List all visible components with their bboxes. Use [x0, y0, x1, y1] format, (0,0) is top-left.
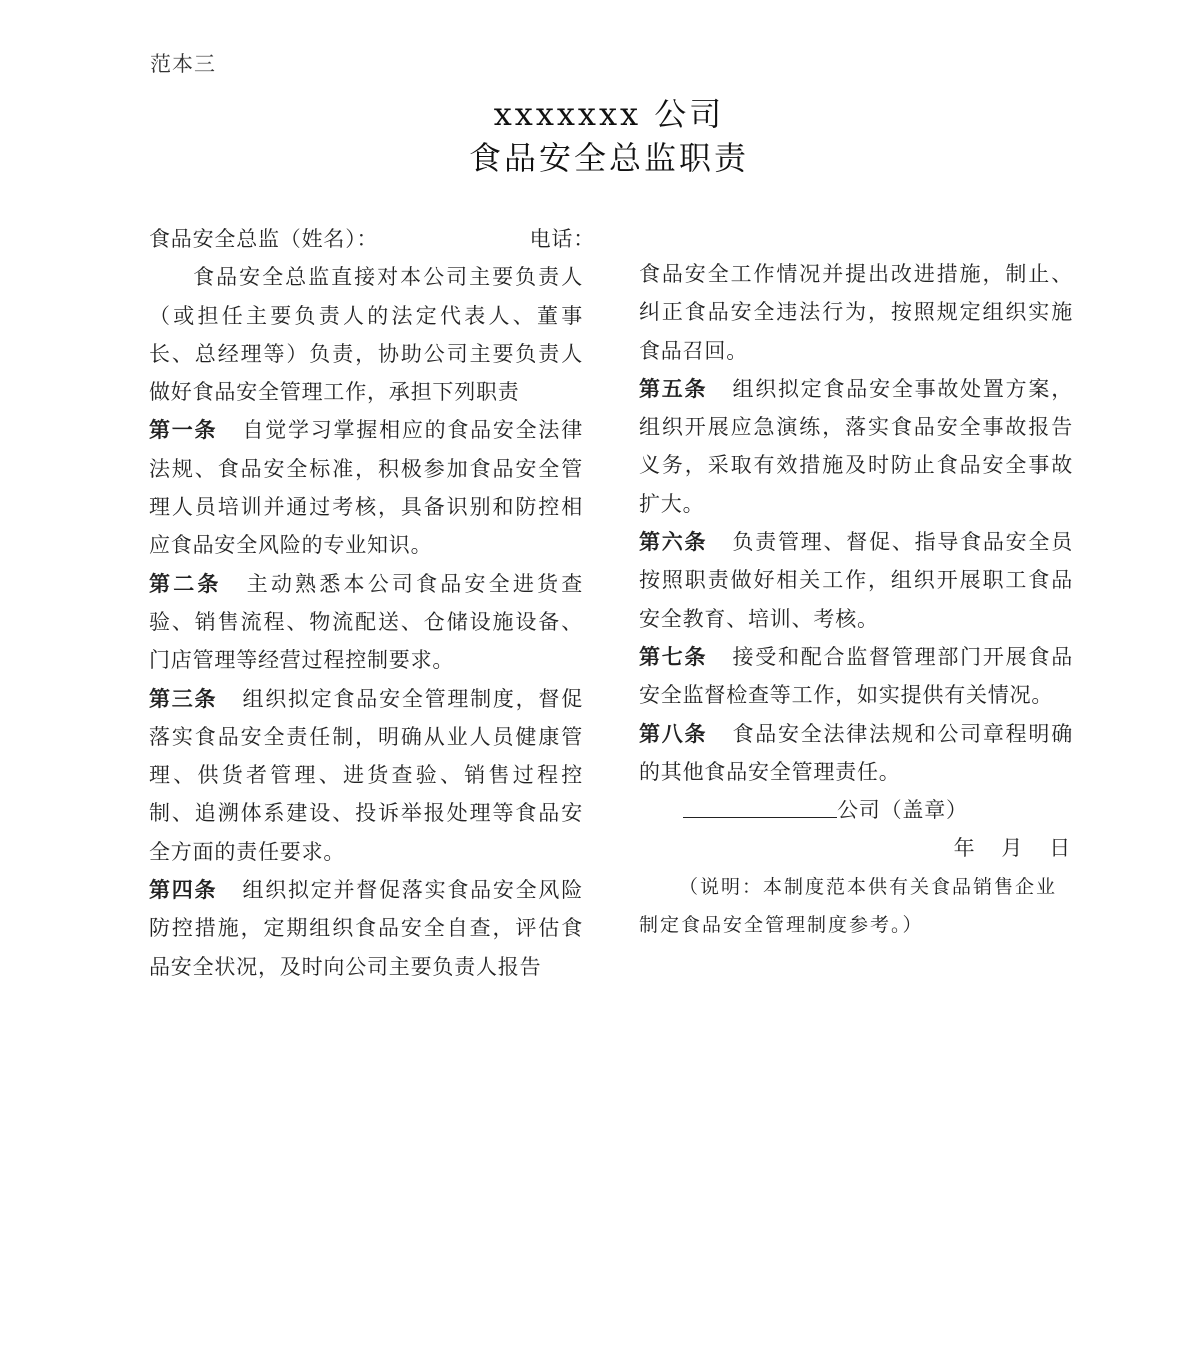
article-4-text: 组织拟定并督促落实食品安全风险防控措施，定期组织食品安全自查，评估食品安全状况，及时向公司主要负责人报告	[149, 878, 583, 979]
note-line-2: 制定食品安全管理制度参考。）	[639, 913, 924, 936]
seal-label: 公司（盖章）	[837, 798, 968, 823]
document-title-company: xxxxxxx 公司	[493, 95, 725, 133]
article-8-heading: 第八条	[639, 721, 708, 746]
contact-line	[149, 220, 595, 258]
right-column	[639, 255, 1073, 944]
article-3-heading: 第三条	[149, 686, 218, 711]
article-1	[149, 411, 583, 564]
article-1-text: 自觉学习掌握相应的食品安全法律法规、食品安全标准，积极参加食品安全管理人员培训并通过考核，具备识别和防控相应食品安全风险的专业知识。	[149, 418, 583, 558]
article-7	[639, 638, 1073, 715]
seal-line	[639, 791, 1073, 829]
article-2-heading: 第二条	[149, 571, 222, 596]
article-3	[149, 680, 583, 871]
article-6-heading: 第六条	[639, 530, 708, 555]
article-5-text: 组织拟定食品安全事故处置方案，组织开展应急演练，落实食品安全事故报告义务，采取有效措施及时防止食品安全事故扩大。	[639, 376, 1073, 516]
date-month: 月	[1001, 836, 1024, 861]
article-1-heading: 第一条	[149, 418, 218, 443]
article-8	[639, 715, 1073, 792]
template-label: 范本三	[150, 52, 216, 76]
name-label: 食品安全总监（姓名）：	[149, 227, 379, 251]
article-6-text: 负责管理、督促、指导食品安全员按照职责做好相关工作，组织开展职工食品安全教育、培训、考核。	[639, 530, 1073, 631]
date-day: 日	[1049, 836, 1071, 861]
article-4	[149, 871, 583, 986]
date-year: 年	[953, 836, 976, 861]
left-column	[149, 220, 595, 986]
article-3-text: 组织拟定食品安全管理制度，督促落实食品安全责任制，明确从业人员健康管理、供货者管理、进货查验、销售过程控制、追溯体系建设、投诉举报处理等食品安全方面的责任要求。	[149, 686, 583, 864]
article-7-heading: 第七条	[639, 644, 708, 669]
article-4-heading: 第四条	[149, 878, 218, 903]
article-6	[639, 523, 1073, 638]
company-name-blank	[683, 791, 837, 818]
note-line-1: （说明：本制度范本供有关食品销售企业	[679, 875, 1058, 898]
phone-label: 电话：	[529, 227, 595, 251]
article-2	[149, 565, 583, 680]
article-5-heading: 第五条	[639, 376, 708, 401]
article-2-text: 主动熟悉本公司食品安全进货查验、销售流程、物流配送、仓储设施设备、门店管理等经营过程控制要求。	[149, 571, 584, 673]
article-7-text: 接受和配合监督管理部门开展食品安全监督检查等工作，如实提供有关情况。	[639, 644, 1073, 708]
document-title: 食品安全总监职责	[468, 139, 749, 177]
date-line	[639, 829, 1073, 867]
article-4-continuation: 食品安全工作情况并提出改进措施，制止、纠正食品安全违法行为，按照规定组织实施食品召回。	[639, 262, 1073, 363]
article-8-text: 食品安全法律法规和公司章程明确的其他食品安全管理责任。	[639, 721, 1073, 784]
article-5	[639, 370, 1073, 523]
intro-paragraph: 食品安全总监直接对本公司主要负责人（或担任主要负责人的法定代表人、董事长、总经理等）负责，协助公司主要负责人做好食品安全管理工作，承担下列职责	[149, 265, 583, 405]
